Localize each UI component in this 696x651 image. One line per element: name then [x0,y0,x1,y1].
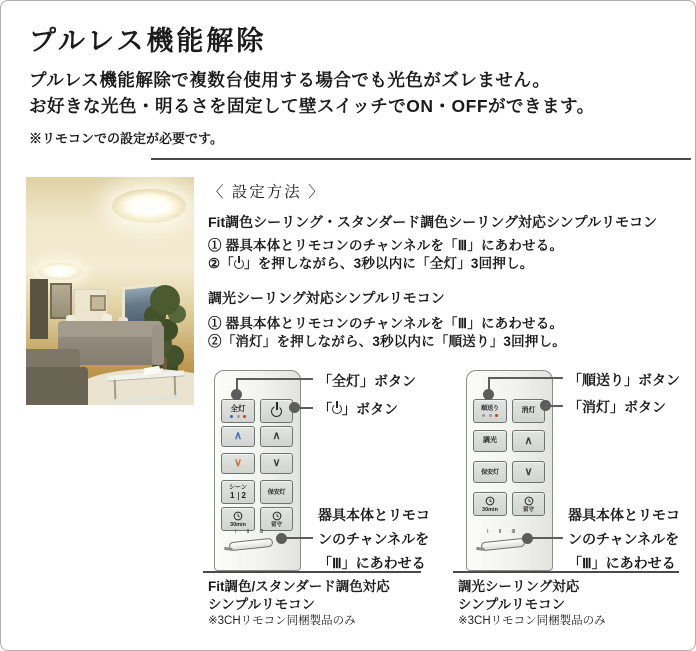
photo-cabinet [30,279,48,339]
remote-right-rusu-button: 留守 [512,492,545,516]
remote-right-shoto-button: 消灯 [512,399,545,423]
remote-required-note: ※リモコンでの設定が必要です。 [29,131,223,146]
chevron-down-icon: ∨ [272,457,281,469]
photo-sofa-arm [152,325,164,365]
section-1-step-1: ① 器具本体とリモコンのチャンネルを「Ⅲ」にあわせる。 [208,238,564,253]
callout-line [549,405,563,407]
callout-line [489,377,563,379]
callout-line [532,537,563,539]
page-title: プルレス機能解除 [29,26,267,56]
clock-icon [272,511,282,521]
description-line-2: お好きな光色・明るさを固定して壁スイッチでON・OFFができます。 [29,96,595,116]
step-2-prefix: ②「 [208,256,235,271]
remote-left-color-down-button [260,453,293,474]
remote-left-brightness-down-button [221,453,255,474]
chevron-up-icon: ∧ [272,430,281,442]
power-icon [271,406,282,417]
callout-dot-zento [231,389,242,400]
remote-right-junokuri-button: 順送り [473,399,507,423]
ceiling-light-secondary [38,263,82,280]
remote-left-color-up-button [260,426,293,447]
remote-right-hoantou-button: 保安灯 [473,461,507,483]
chevron-down-icon: ∨ [524,465,533,478]
photo-plant [150,285,180,315]
footnote-right: ※3CHリモコン同梱製品のみ [458,615,606,627]
ceiling-light-main [112,189,186,223]
remote-left-rusu-button: 留守 [260,507,293,531]
chevron-up-icon: ∧ [233,430,243,442]
setup-method-heading: 〈 設定方法 〉 [208,184,326,201]
callout-line [298,407,313,409]
remote-left-timer30-button: 30min [221,507,255,531]
callout-dot-junokuri [483,389,494,400]
caption-divider-left [203,571,421,573]
caption-divider-right [453,571,679,573]
photo-wall-art [90,295,106,311]
photo-mirror [50,283,72,319]
remote-left-brightness-up-button [221,426,255,447]
zento-indicator-dots [230,415,246,418]
section-2-step-1: ① 器具本体とリモコンのチャンネルを「Ⅲ」にあわせる。 [208,316,564,331]
caption-remote-left: Fit調色/スタンダード調色対応 シンプルリモコン [208,579,390,612]
channel-slider [229,538,274,552]
power-icon [332,404,342,414]
chevron-up-icon: ∧ [524,434,533,447]
callout-line [237,378,313,380]
callout-label-power: 「 」ボタン [318,401,398,417]
remote-right-timer30-button: 30min [473,492,507,516]
section-2-title: 調光シーリング対応シンプルリモコン [208,290,445,306]
remote-right-up-button [512,430,545,452]
callout-line [286,537,313,539]
remote-left-power-button [260,399,293,423]
channel-slider [481,538,526,552]
remote-right-choko-button: 調光 [473,430,507,452]
footnote-left: ※3CHリモコン同梱製品のみ [208,615,356,627]
living-room-photo [26,177,194,405]
remote-left-scene-button: シーン 1 2 [221,480,255,504]
callout-channel-text: 器具本体とリモコ ンのチャンネルを 「Ⅲ」にあわせる [318,507,430,571]
remote-right-down-button [512,461,545,483]
section-1-step-2 [208,252,533,272]
remote-left-zento-button: 全灯 [221,399,255,423]
photo-left-sofa-seat [26,367,88,405]
channel-labels: Ⅰ Ⅱ Ⅲ [487,529,516,535]
callout-label-junokuri: 「順送り」ボタン [568,372,680,388]
remote-left-hoantou-button: 保安灯 [260,480,293,504]
junokuri-indicator-dots [482,414,498,417]
section-1-title: Fit調色シーリング・スタンダード調色シーリング対応シンプルリモコン [208,214,658,230]
callout-channel-text: 器具本体とリモコ ンのチャンネルを 「Ⅲ」にあわせる [568,507,680,571]
clock-icon [524,496,534,506]
caption-remote-right: 調光シーリング対応 シンプルリモコン [458,579,580,612]
callout-label-shoto: 「消灯」ボタン [568,399,666,415]
remote-fit-standard [214,370,301,571]
remote-chokou [466,370,553,571]
description-line-1: プルレス機能解除で複数台使用する場合でも光色がズレません。 [29,70,551,90]
step-2-suffix: 」を押しながら、3秒以内に「全灯」3回押し。 [244,256,534,271]
channel-labels: Ⅰ Ⅱ Ⅲ [235,529,264,535]
chevron-down-icon: ∨ [233,457,243,469]
clock-icon [485,496,495,506]
callout-label-zento: 「全灯」ボタン [318,373,416,389]
power-icon [234,259,244,269]
clock-icon [233,511,243,521]
section-2-step-2: ②「消灯」を押しながら、3秒以内に「順送り」3回押し。 [208,334,566,349]
header-divider [151,158,691,160]
